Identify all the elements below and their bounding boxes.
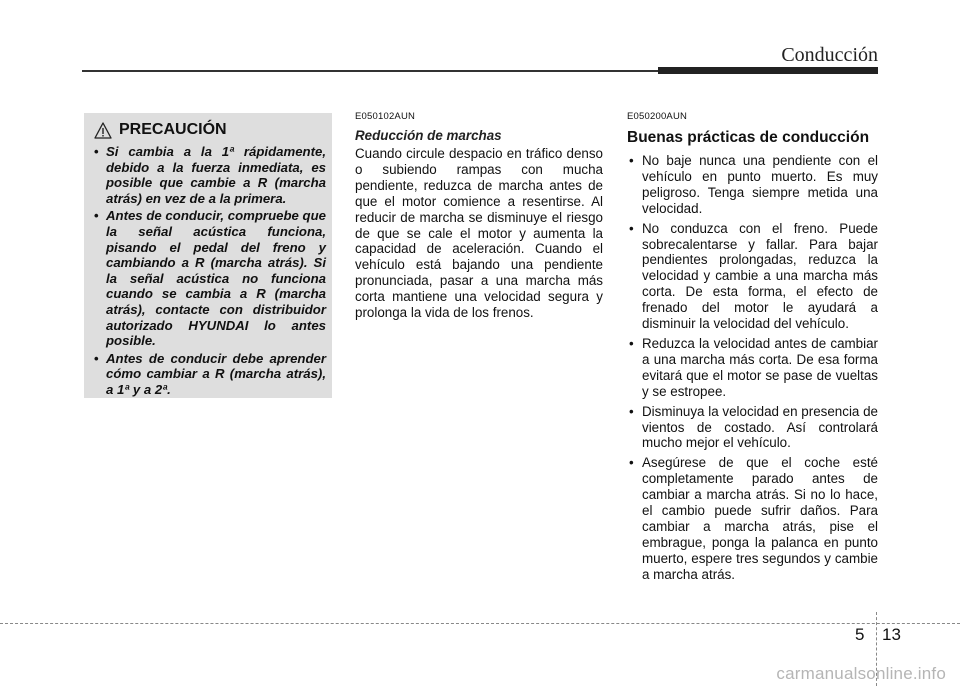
caution-item: • Si cambia a la 1ª rápidamente, debido a la fuerza inmediata, es posible que cambie a R (marcha atrás) en vez de a la primera. [90,144,326,206]
page-header-title: Conducción [781,44,878,66]
page-number: 13 [882,625,901,644]
header-rule-accent [658,67,878,74]
section-heading: Buenas prácticas de conducción [627,129,870,146]
section-subtitle: Reducción de marchas [355,128,502,143]
list-item: • Asegúrese de que el coche esté completamente parado antes de cambiar a marcha atrás. Si no lo hace, el cambio puede sufrir daños. Para cambiar a marcha atrás, pise el embrague, ponga la palanca en punto muerto, espere tres segundos y cambie a marcha atrás. [627,455,878,582]
footer-rule [0,623,960,624]
list-item: • No conduzca con el freno. Puede sobrecalentarse y fallar. Para bajar pendientes prolongadas, reduzca la velocidad y cambie a una marcha más corta. De esta forma, el efecto de frenado del motor le ayudará a disminuir la velocidad del vehículo. [627,221,878,332]
caution-item: • Antes de conducir debe aprender cómo cambiar a R (marcha atrás), a 1ª y a 2ª. [90,351,326,398]
section-code: E050102AUN [355,111,416,122]
caution-list [90,144,326,400]
right-column [627,111,878,587]
list-item: • Disminuya la velocidad en presencia de vientos de costado. Así controlará mucho mejor el vehículo. [627,404,878,452]
caution-item: • Antes de conducir, compruebe que la señal acústica funciona, pisando el pedal del freno y cambiando a R (marcha atrás). Si la señal acústica no funciona cuando se cambia a R (marcha atrás), contacte con distribuidor autorizado HYUNDAI lo antes posible. [90,208,326,348]
middle-column [355,111,603,321]
chapter-number: 5 [855,625,865,644]
list-item: • No baje nunca una pendiente con el vehículo en punto muerto. Es muy peligroso. Tenga siempre metida una velocidad. [627,153,878,217]
list-item: • Reduzca la velocidad antes de cambiar a una marcha más corta. De esa forma evitará que el motor se pase de vueltas y se estropee. [627,336,878,400]
caution-header [94,121,227,139]
warning-triangle-icon [94,122,112,139]
section-body: Cuando circule despacio en tráfico denso o subiendo rampas con mucha pendiente, reduzca de marcha antes de que el motor comience a resentirse. Al reducir de marcha se disminuye el riesgo de que se cale el motor y aumenta la capacidad de aceleración. Cuando el vehículo está bajando una pendiente pronunciada, pasar a una marcha más corta mantiene una velocidad segura y prolonga la vida de los frenos. [355,146,603,321]
section-code: E050200AUN [627,111,688,122]
header-rule [82,70,658,72]
caution-box [84,113,332,398]
watermark: carmanualsonline.info [776,664,946,683]
driving-tips-list [627,153,878,583]
caution-title: PRECAUCIÓN [119,121,227,138]
